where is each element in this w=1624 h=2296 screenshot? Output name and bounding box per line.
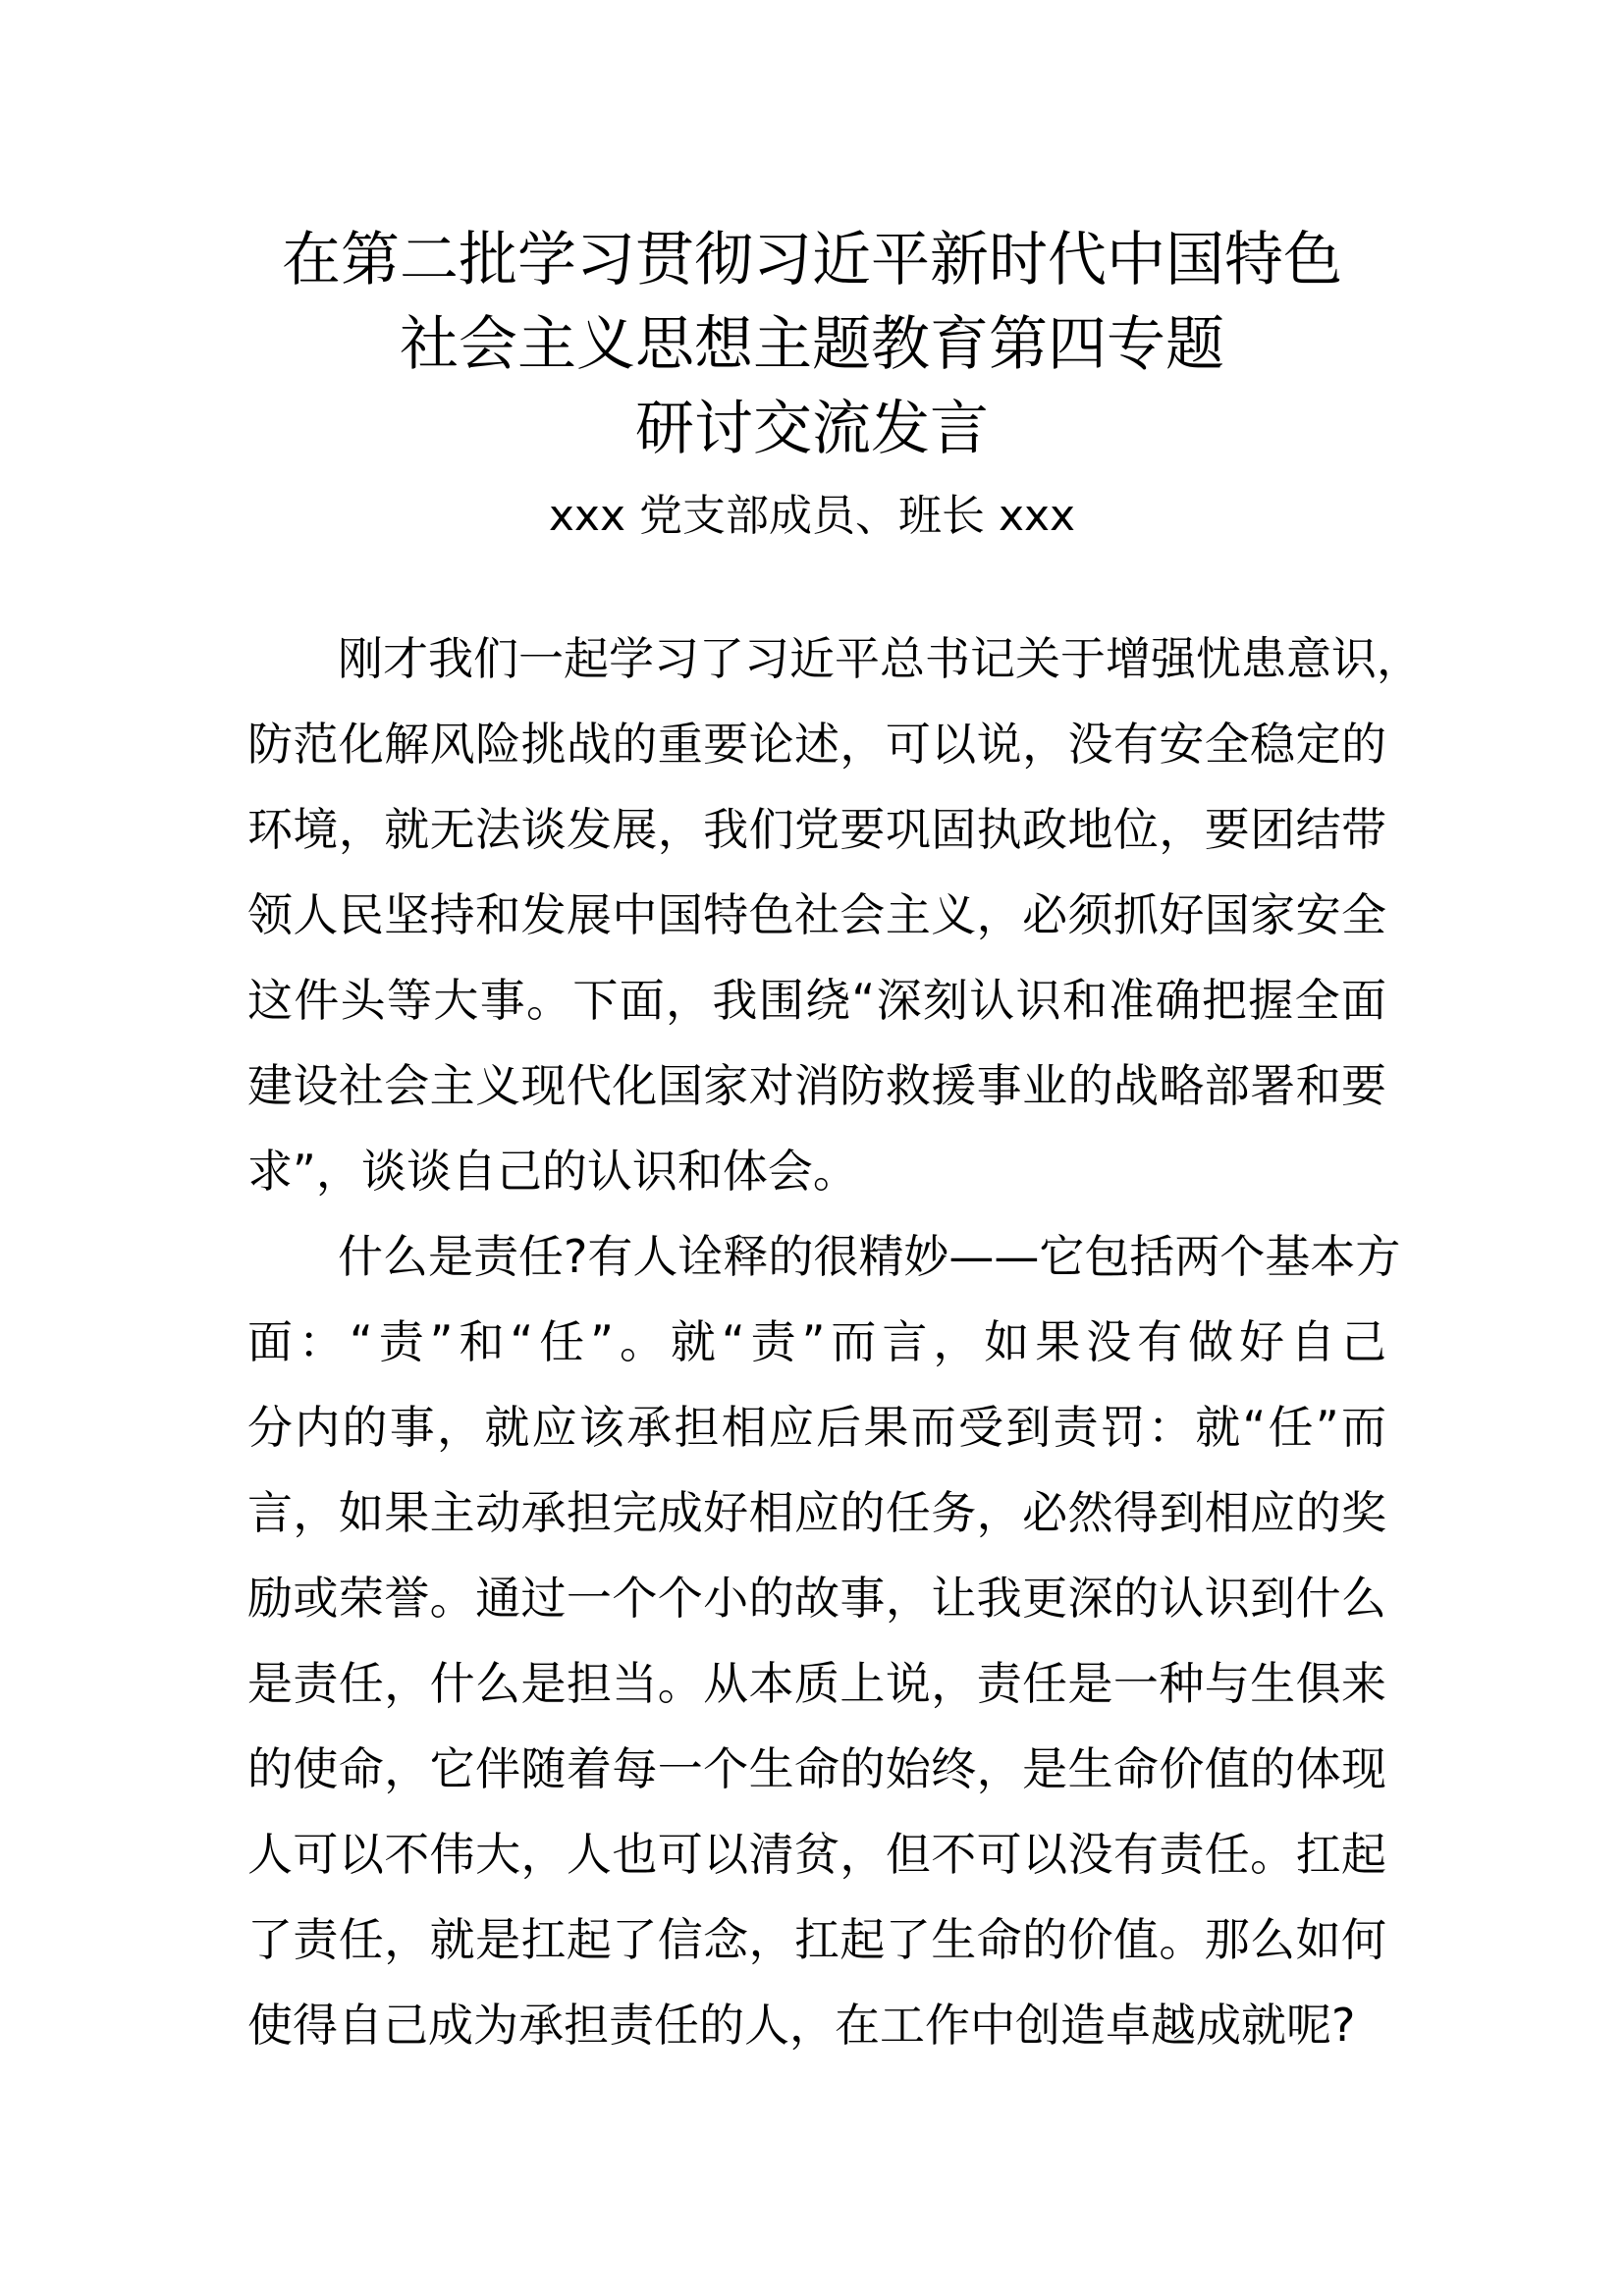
paragraph-1 [247,616,1422,1214]
document-title [0,218,1624,471]
text-line: 了责任，就是扛起了信念，扛起了生命的价值。那么如何 [247,1913,1386,1966]
title-line-2: 社会主义思想主题教育第四专题 [400,310,1224,379]
text-line: 环境，就无法谈发展，我们党要巩固执政地位，要团结带 [247,803,1386,856]
text-line: 领人民坚持和发展中国特色社会主义，必须抓好国家安全 [247,888,1386,941]
text-line: 这件头等大事。下面，我围绕“深刻认识和准确把握全面 [247,974,1386,1027]
text-line: 求”，谈谈自己的认识和体会。 [247,1145,858,1198]
text-line: 是责任，什么是担当。从本质上说，责任是一种与生俱来 [247,1657,1386,1710]
text-line: 言，如果主动承担完成好相应的任务，必然得到相应的奖 [247,1486,1386,1539]
text-line: 的使命，它伴随着每一个生命的始终，是生命价值的体现 [247,1742,1386,1795]
paragraph-2 [247,1214,1401,2068]
text-line: 人可以不伟大，人也可以清贫，但不可以没有责任。扛起 [247,1828,1386,1881]
text-line: 刚才我们一起学习了习近平总书记关于增强忧患意识， [338,632,1422,685]
title-line-1: 在第二批学习贯彻习近平新时代中国特色 [282,226,1342,294]
text-line: 建设社会主义现代化国家对消防救援事业的战略部署和要 [247,1059,1386,1112]
title-line-3: 研讨交流发言 [635,395,989,463]
document-body [247,616,1422,2068]
author-byline: xxx 党支部成员、班长 xxx [548,491,1076,541]
text-line: 使得自己成为承担责任的人，在工作中创造卓越成就呢? [247,1999,1356,2052]
text-line: 面：“责”和“任”。就“责”而言，如果没有做好自己 [247,1315,1386,1368]
text-line: 励或荣誉。通过一个个小的故事，让我更深的认识到什么 [247,1572,1386,1625]
text-line: 防范化解风险挑战的重要论述，可以说，没有安全稳定的 [247,718,1386,771]
text-line: 分内的事，就应该承担相应后果而受到责罚：就“任”而 [247,1401,1386,1454]
text-line: 什么是责任?有人诠释的很精妙——它包括两个基本方 [338,1230,1401,1283]
